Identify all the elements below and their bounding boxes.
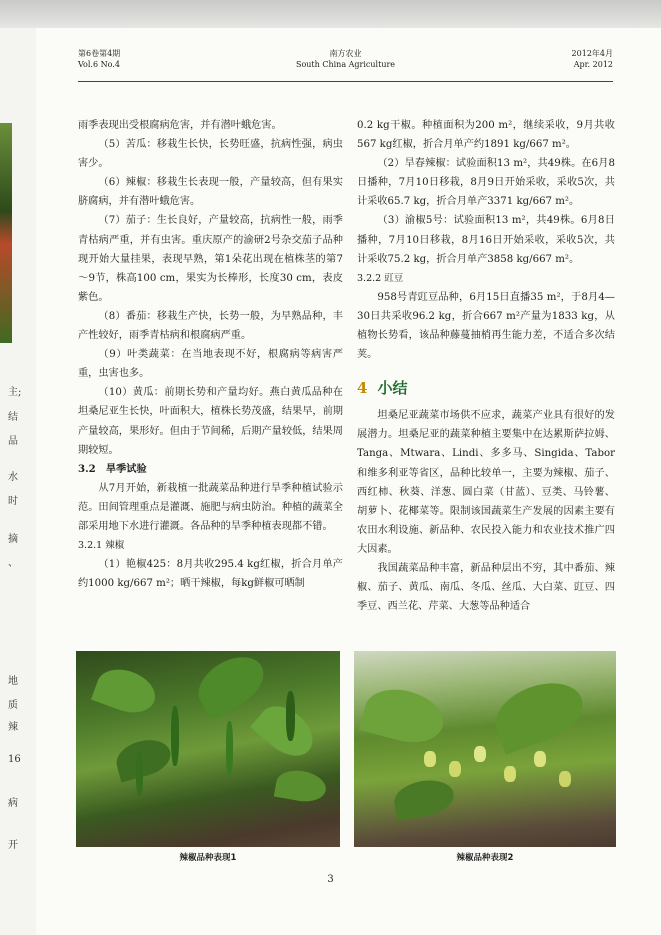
margin-char: 16 <box>8 754 21 765</box>
running-header <box>78 48 613 80</box>
leaf-shape <box>112 734 174 782</box>
figure-caption: 辣椒品种表现2 <box>456 853 514 863</box>
pepper-pod <box>534 751 546 767</box>
section-heading <box>357 378 615 398</box>
journal-title: 南方农业 South China Agriculture <box>295 49 396 69</box>
margin-char: 水 <box>8 472 18 483</box>
margin-char: 时 <box>8 496 18 507</box>
right-column <box>357 116 615 616</box>
paragraph: （2）旱春辣椒：试验面积13 m²，共49株。在6月8日播种，7月10日移栽，8月9日开始采收，采收5次，共计采收65.7 kg，折合月单产3371 kg/667 m²。 <box>357 158 615 208</box>
paragraph: （3）渝椒5号：试验面积13 m²，共49株。6月8日播种，7月10日移栽，8月16日开始采收，采收5次，共计采收75.2 kg，折合月单产3858 kg/667 m²。 <box>357 215 615 265</box>
pepper-pod <box>136 751 143 796</box>
issue-date: 2012年4月 Apr. 2012 <box>571 49 613 69</box>
leaf-shape <box>274 767 328 805</box>
pepper-pod <box>226 721 233 776</box>
adjacent-page-edge <box>0 28 37 935</box>
margin-char: 辣 <box>8 722 18 733</box>
paragraph: 坦桑尼亚蔬菜市场供不应求，蔬菜产业具有很好的发展潜力。坦桑尼亚的蔬菜种植主要集中在达累斯萨拉姆、Tanga、Mtwara、Lindi、多多马、Singida、Tabor和维多利亚等省区，品种比较单一，主要为辣椒、茄子、西红柿、秋葵、洋葱、圆白菜（甘蓝）、豆类、马铃薯、胡萝卜、花椰菜等。限制该国蔬菜生产发展的因素主要有农田水利设施、新品种、农民投入能力和农业技术推广四大因素。 <box>357 410 615 555</box>
pepper-pod <box>286 691 295 741</box>
subsection-heading: 3.2.1 辣椒 <box>78 540 125 552</box>
margin-char: 摘 <box>8 534 18 545</box>
pepper-pod <box>504 766 516 782</box>
header-rule <box>78 81 613 82</box>
margin-char: 品 <box>8 436 18 447</box>
paragraph: （5）苦瓜：移栽生长快，长势旺盛，抗病性强，病虫害少。 <box>78 139 343 170</box>
pepper-pod <box>171 706 179 766</box>
margin-char: 、 <box>8 558 18 569</box>
issue-info: 第6卷第4期 Vol.6 No.4 <box>78 49 121 69</box>
section-title: 小结 <box>377 379 408 398</box>
pepper-photo-1 <box>76 651 340 847</box>
section-heading: 3.2 旱季试验 <box>78 462 147 475</box>
pepper-pod <box>449 761 461 777</box>
pepper-pod <box>559 771 571 787</box>
leaf-shape <box>189 651 272 720</box>
leaf-shape <box>359 681 449 750</box>
page-number: 3 <box>327 874 334 885</box>
leaf-shape <box>391 776 456 821</box>
leaf-shape <box>91 662 161 720</box>
scan-top-edge <box>0 0 661 28</box>
margin-char: 病 <box>8 798 18 809</box>
paragraph: 0.2 kg干椒。种植面积为200 m²，继续采收，9月共收567 kg红椒，折合月单产约1891 kg/667 m²。 <box>357 120 615 151</box>
subsection-heading: 3.2.2 豇豆 <box>357 272 404 284</box>
paragraph: 我国蔬菜品种丰富，新品种层出不穷，其中番茄、辣椒、茄子、黄瓜、南瓜、冬瓜、丝瓜、大白菜、豇豆、四季豆、西兰花、芹菜、大葱等品种适合 <box>357 562 615 613</box>
paragraph: 958号青豇豆品种，6月15日直播35 m²，于8月4—30日共采收96.2 kg，折合667 m²产量为1833 kg，从植物长势看，该品种藤蔓抽梢再生能力差，不适合多次结荚。 <box>357 291 615 361</box>
leaf-shape <box>487 672 590 754</box>
margin-char: 开 <box>8 840 18 851</box>
paragraph: （7）茄子：生长良好，产量较高，抗病性一般，雨季青枯病严重，并有虫害。重庆原产的渝研2号杂交茄子品种现开始大量挂果，表现早熟，第1朵花出现在植株茎的第7～9节，株高100 cm，果实为长棒形，长度30 cm，表皮紫色。 <box>78 215 343 303</box>
paragraph: （9）叶类蔬菜：在当地表现不好，根腐病等病害严重，虫害也多。 <box>78 349 343 380</box>
paragraph: （8）番茄：移栽生产快，长势一般，为早熟品种，丰产性较好，雨季青枯病和根腐病严重。 <box>78 310 343 342</box>
paragraph: （1）艳椒425：8月共收295.4 kg红椒，折合月单产约1000 kg/667 m²；晒干辣椒，每kg鲜椒可晒制 <box>78 559 343 590</box>
paragraph: 雨季表现出受根腐病危害，并有潜叶蛾危害。 <box>78 120 282 131</box>
margin-char: 地 <box>8 676 18 687</box>
margin-char: 结 <box>8 412 18 423</box>
margin-char: 质 <box>8 700 18 711</box>
paragraph: （10）黄瓜：前期长势和产量均好。燕白黄瓜品种在坦桑尼亚生长快，叶面积大，植株长势茂盛，结果早，前期产量较高，果形好。但由于节间稀，后期产量较低，结果周期较短。 <box>78 387 343 456</box>
figure-caption: 辣椒品种表现1 <box>179 853 237 863</box>
pepper-pod <box>424 751 436 767</box>
margin-char: 主; <box>8 387 22 398</box>
adjacent-page-photo <box>0 123 12 343</box>
section-number: 4 <box>357 379 368 398</box>
left-column <box>78 116 343 593</box>
paragraph: 从7月开始，新栽植一批蔬菜品种进行旱季种植试验示范。田间管理重点是灌溉、施肥与病虫防治。种植的蔬菜全部采用地下水进行灌溉。各品种的旱季种植表现都不错。 <box>78 482 343 532</box>
paragraph: （6）辣椒：移栽生长表现一般，产量较高，但有果实脐腐病，并有潜叶蛾危害。 <box>78 177 343 208</box>
pepper-pod <box>474 746 486 762</box>
pepper-photo-2 <box>354 651 616 847</box>
